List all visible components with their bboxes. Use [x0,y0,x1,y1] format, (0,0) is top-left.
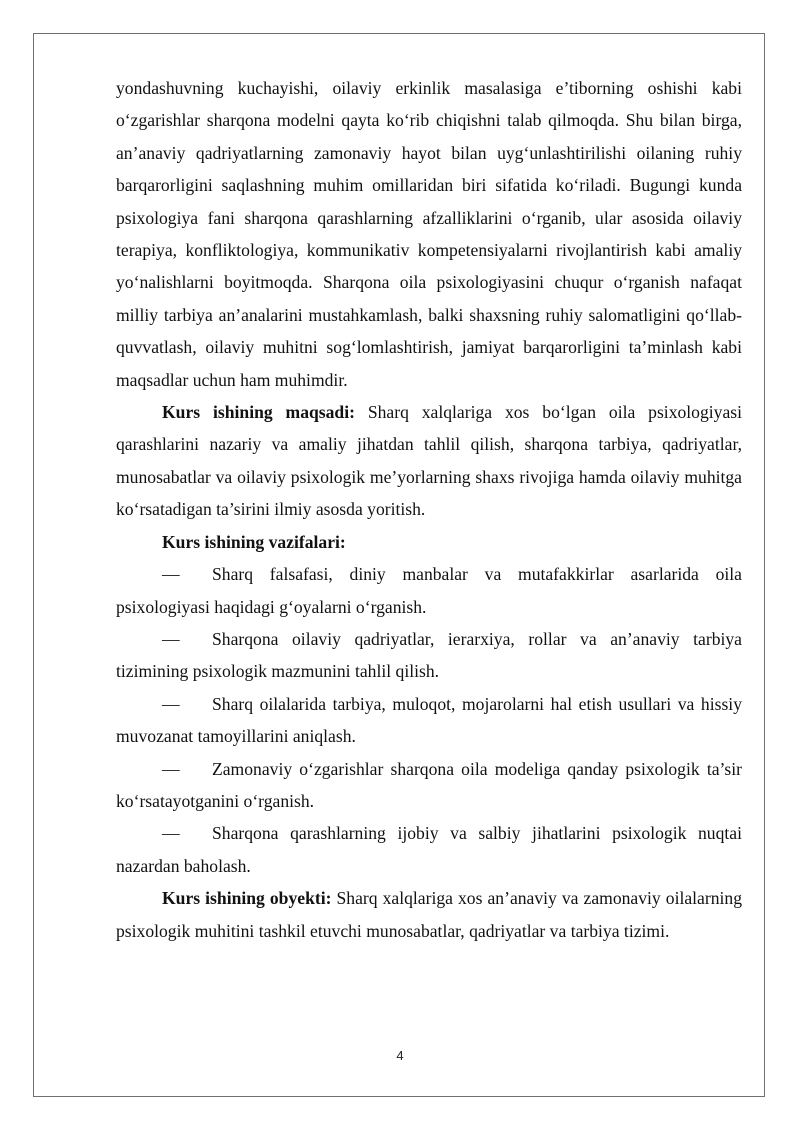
object-paragraph [116,882,742,947]
task-text: Zamonaviy o‘zgarishlar sharqona oila modeliga qanday psixologik ta’sir ko‘rsatayotganini o‘rganish. [116,758,742,811]
aim-paragraph [116,396,742,526]
task-text: Sharq oilalarida tarbiya, muloqot, mojarolarni hal etish usullari va hissiy muvozanat tamoyillarini aniqlash. [116,693,742,747]
task-item [116,817,742,882]
dash-mark: — [162,628,180,649]
task-item [116,753,742,818]
dash-mark: — [162,693,180,714]
dash-mark: — [162,564,180,585]
page-number: 4 [396,1048,404,1063]
object-label: Kurs ishining obyekti: [162,888,332,909]
object-text: Sharq xalqlariga xos an’anaviy va zamonaviy oilalarning psixologik muhitini tashkil etuvchi munosabatlar, qadriyatlar va tarbiya tizimi. [116,888,742,941]
aim-label: Kurs ishining maqsadi: [162,402,355,423]
tasks-heading: Kurs ishining vazifalari: [162,531,346,552]
dash-mark: — [162,758,180,779]
task-item [116,558,742,623]
task-item [116,623,742,688]
dash-mark: — [162,823,180,844]
task-text: Sharqona oilaviy qadriyatlar, ierarxiya, rollar va an’anaviy tarbiya tizimining psixologik mazmunini tahlil qilish. [116,628,742,682]
task-item [116,688,742,753]
intro-paragraph: yondashuvning kuchayishi, oilaviy erkinlik masalasiga e’tiborning oshishi kabi o‘zgarishlar sharqona modelni qayta ko‘rib chiqishni talab qilmoqda. Shu bilan birga, an’anaviy qadriyatlarning zamonaviy hayot bilan uyg‘unlashtirilishi oilaning ruhiy barqarorligini saqlashning muhim omillaridan biri sifatida ko‘riladi. Bugungi kunda psixologiya fani sharqona qarashlarning afzalliklarini o‘rganib, ular asosida oilaviy terapiya, konfliktologiya, kommunikativ kompetensiyalarni rivojlantirish kabi amaliy yo‘nalishlarni boyitmoqda. Sharqona oila psixologiyasini chuqur o‘rganish nafaqat milliy tarbiya an’analarini mustahkamlash, balki shaxsning ruhiy salomatligini qo‘llab-quvvatlash, oilaviy muhitni sog‘lomlashtirish, jamiyat barqarorligini ta’minlash kabi maqsadlar uchun ham muhimdir. [116,78,742,390]
document-body [116,72,742,947]
aim-text: Sharq xalqlariga xos bo‘lgan oila psixologiyasi qarashlarini nazariy va amaliy jihatdan tahlil qilish, sharqona tarbiya, qadriyatlar, munosabatlar va oilaviy psixologik me’yorlarning shaxs rivojiga hamda oilaviy muhitga ko‘rsatadigan ta’sirini ilmiy asosda yoritish. [116,402,742,520]
task-text: Sharqona qarashlarning ijobiy va salbiy jihatlarini psixologik nuqtai nazardan baholash. [116,823,742,876]
task-text: Sharq falsafasi, diniy manbalar va mutafakkirlar asarlarida oila psixologiyasi haqidagi g‘oyalarni o‘rganish. [116,564,742,617]
